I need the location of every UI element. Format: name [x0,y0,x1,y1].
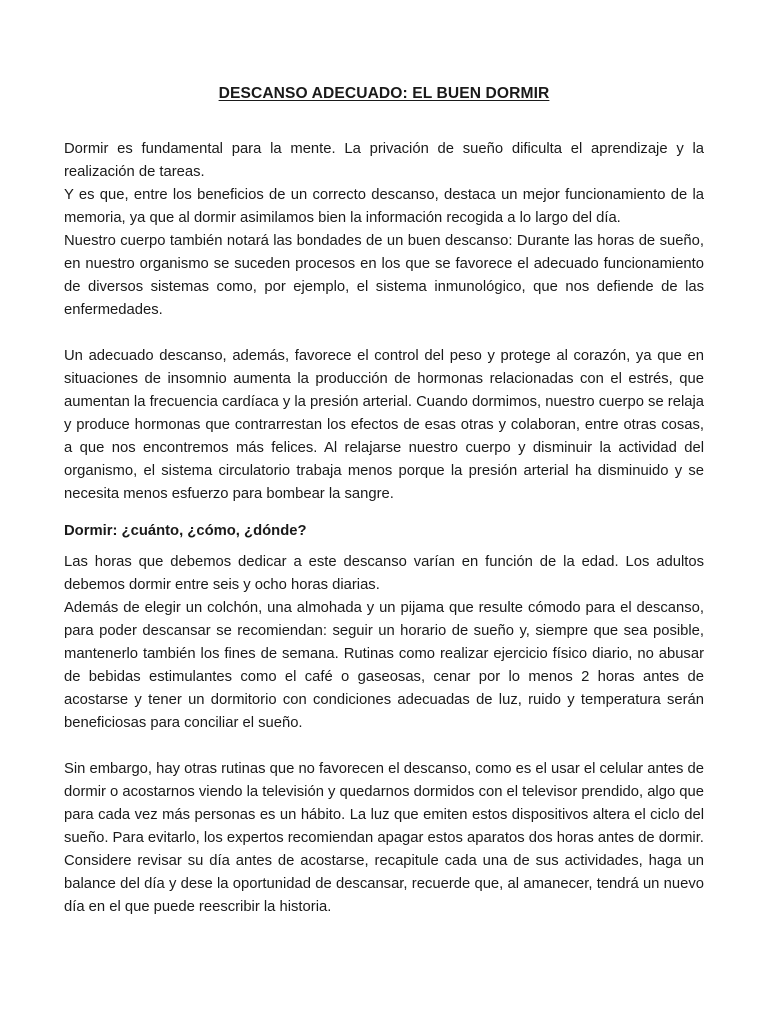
section-paragraph: Además de elegir un colchón, una almohada y un pijama que resulte cómodo para el descanso, para poder descansar se recomiendan: seguir un horario de sueño y, siempre que sea posible, mantenerlo también los fines de semana. Rutinas como realizar ejercicio físico diario, no abusar de bebidas estimulantes como el café o gaseosas, cenar por lo menos 2 horas antes de acostarse y tener un dormitorio con condiciones adecuadas de luz, ruido y temperatura serán beneficiosas para conciliar el sueño. [64,600,704,731]
document-title: DESCANSO ADECUADO: EL BUEN DORMIR [218,85,550,102]
paragraph: Y es que, entre los beneficios de un correcto descanso, destaca un mejor funcionamiento de la memoria, ya que al dormir asimilamos bien la información recogida a lo largo del día. [64,187,704,226]
section-paragraph: Las horas que debemos dedicar a este descanso varían en función de la edad. Los adultos debemos dormir entre seis y ocho horas diarias. [64,554,704,593]
paragraph: Un adecuado descanso, además, favorece el control del peso y protege al corazón, ya que en situaciones de insomnio aumenta la producción de hormonas relacionadas con el estrés, que aumentan la frecuencia cardíaca y la presión arterial. Cuando dormimos, nuestro cuerpo se relaja y produce hormonas que contrarrestan los efectos de esas otras y colaboran, entre otras cosas, a que nos encontremos más felices. Al relajarse nuestro cuerpo y disminuir la actividad del organismo, el sistema circulatorio trabaja menos porque la presión arterial ha disminuido y se necesita menos esfuerzo para bombear la sangre. [64,348,704,502]
section-heading: Dormir: ¿cuánto, ¿cómo, ¿dónde? [64,523,307,539]
paragraph: Dormir es fundamental para la mente. La privación de sueño dificulta el aprendizaje y la realización de tareas. [64,141,704,180]
paragraph: Nuestro cuerpo también notará las bondades de un buen descanso: Durante las horas de sueño, en nuestro organismo se suceden procesos en los que se favorece el adecuado funcionamiento de diversos sistemas como, por ejemplo, el sistema inmunológico, que nos defiende de las enfermedades. [64,233,704,318]
section-paragraph: Sin embargo, hay otras rutinas que no favorecen el descanso, como es el usar el celular antes de dormir o acostarnos viendo la televisión y quedarnos dormidos con el televisor prendido, algo que para cada vez más personas es un hábito. La luz que emiten estos dispositivos altera el ciclo del sueño. Para evitarlo, los expertos recomiendan apagar estos aparatos dos horas antes de dormir. [64,761,704,846]
document-body [64,138,704,919]
section-paragraph: Considere revisar su día antes de acostarse, recapitule cada una de sus actividades, haga un balance del día y dese la oportunidad de descansar, recuerde que, al amanecer, tendrá un nuevo día en el que puede reescribir la historia. [64,853,704,915]
